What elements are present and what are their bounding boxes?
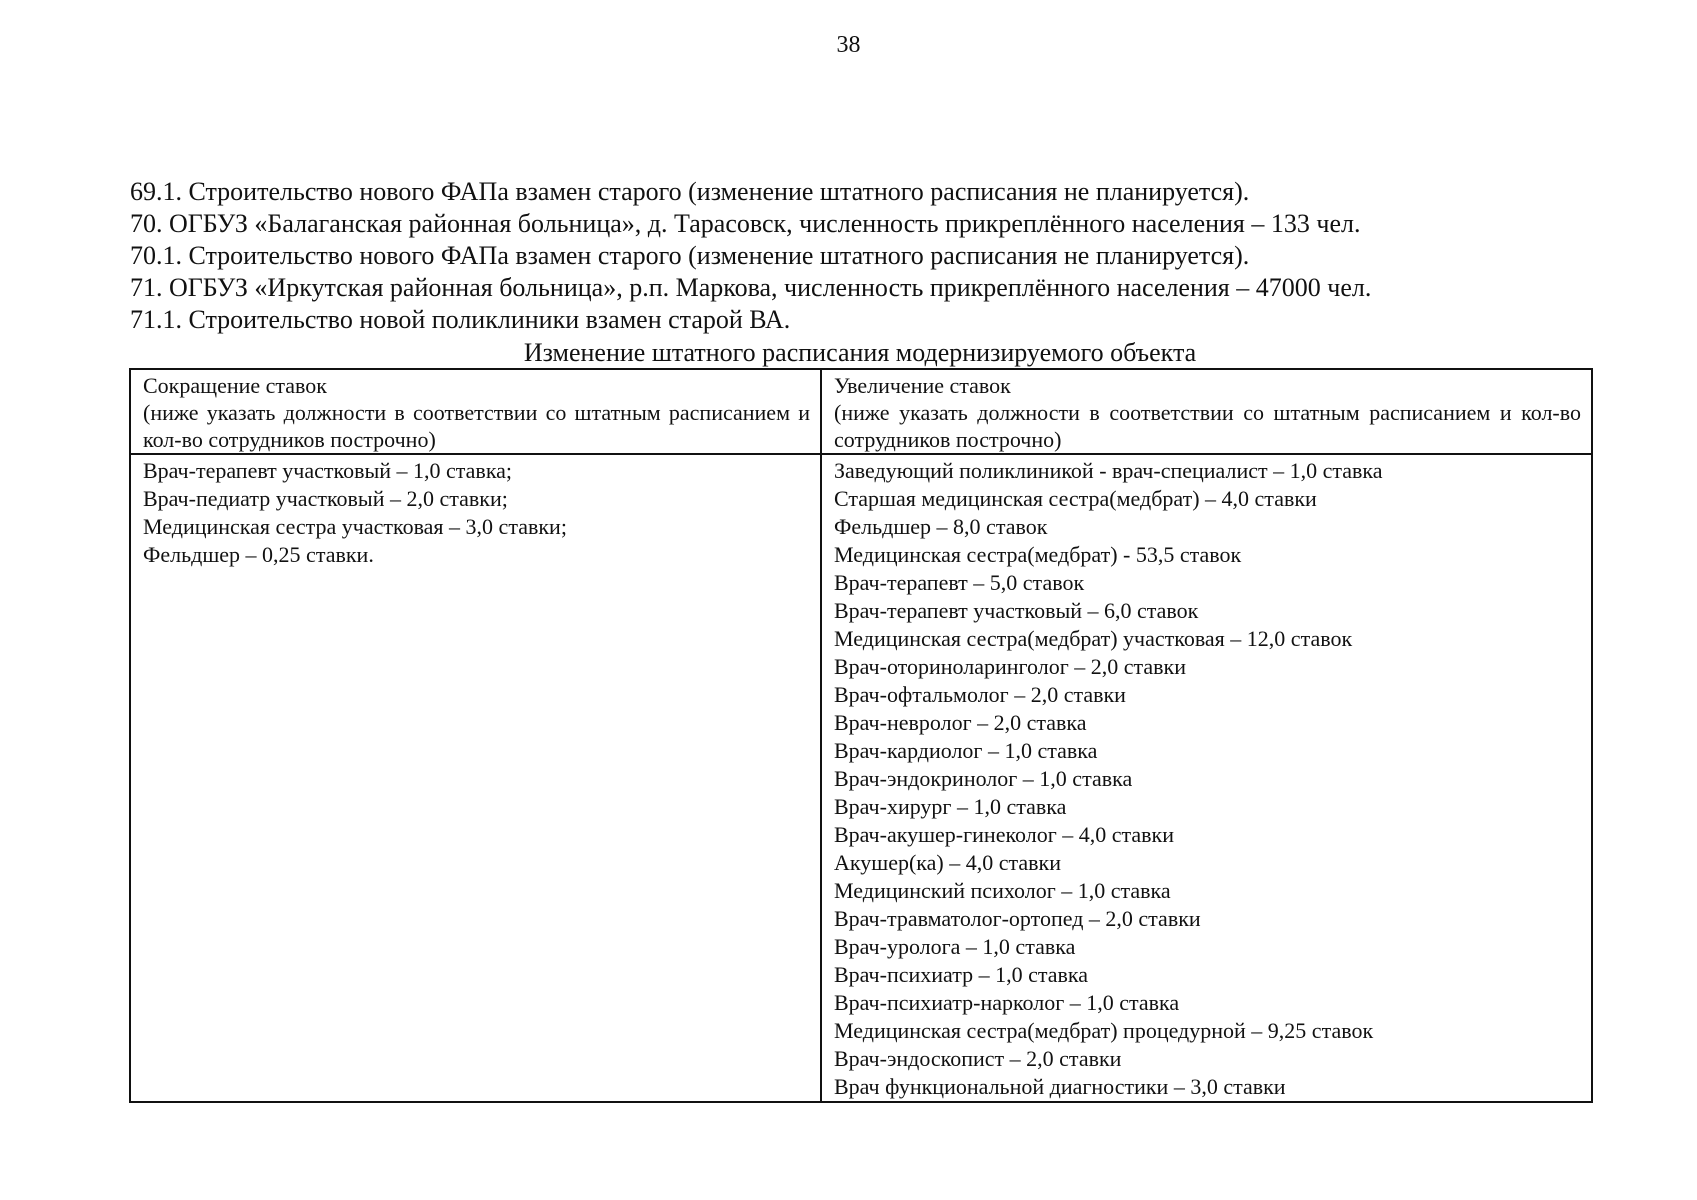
increase-item: Врач-уролога – 1,0 ставка: [834, 934, 1076, 959]
increase-item: Врач-хирург – 1,0 ставка: [834, 794, 1067, 819]
paragraph: 71. ОГБУЗ «Иркутская районная больница», р.п. Маркова, численность прикреплённого населения – 47000 чел.: [130, 273, 1372, 302]
increase-item: Врач-терапевт участковый – 6,0 ставок: [834, 598, 1199, 623]
increase-list-cell: [821, 454, 1592, 1102]
increase-item: Медицинская сестра(медбрат) участковая – 12,0 ставок: [834, 626, 1353, 651]
increase-item: Врач-травматолог-ортопед – 2,0 ставки: [834, 906, 1201, 931]
reduction-header-cell: [130, 369, 821, 454]
paragraph: 71.1. Строительство новой поликлиники взамен старой ВА.: [130, 305, 791, 334]
table-body-row: [130, 454, 1592, 1102]
increase-item: Врач функциональной диагностики – 3,0 ставки: [834, 1074, 1286, 1099]
increase-item: Медицинская сестра(медбрат) - 53,5 ставок: [834, 542, 1242, 567]
increase-item: Врач-эндокринолог – 1,0 ставка: [834, 766, 1133, 791]
paragraph: 70. ОГБУЗ «Балаганская районная больница», д. Тарасовск, численность прикреплённого населения – 133 чел.: [130, 209, 1361, 238]
increase-item: Врач-эндоскопист – 2,0 ставки: [834, 1046, 1122, 1071]
paragraph: 70.1. Строительство нового ФАПа взамен старого (изменение штатного расписания не планируется).: [130, 241, 1250, 270]
increase-item: Старшая медицинская сестра(медбрат) – 4,0 ставки: [834, 486, 1317, 511]
reduction-header-title: Сокращение ставок: [143, 373, 327, 398]
reduction-item: Медицинская сестра участковая – 3,0 ставки;: [143, 514, 567, 539]
increase-item: Медицинская сестра(медбрат) процедурной – 9,25 ставок: [834, 1018, 1374, 1043]
increase-item: Врач-терапевт – 5,0 ставок: [834, 570, 1085, 595]
increase-item: Акушер(ка) – 4,0 ставки: [834, 850, 1062, 875]
increase-item: Врач-кардиолог – 1,0 ставка: [834, 738, 1098, 763]
paragraph: 69.1. Строительство нового ФАПа взамен старого (изменение штатного расписания не планируется).: [130, 177, 1250, 206]
reduction-item: Фельдшер – 0,25 ставки.: [143, 542, 374, 567]
table-header-row: [130, 369, 1592, 454]
increase-item: Врач-психиатр-нарколог – 1,0 ставка: [834, 990, 1180, 1015]
table-title: Изменение штатного расписания модернизируемого объекта: [523, 338, 1197, 367]
body-paragraphs: [130, 176, 1590, 336]
increase-item: Врач-психиатр – 1,0 ставка: [834, 962, 1089, 987]
increase-item: Медицинский психолог – 1,0 ставка: [834, 878, 1171, 903]
page-number: 38: [836, 32, 861, 58]
increase-item: Врач-акушер-гинеколог – 4,0 ставки: [834, 822, 1175, 847]
increase-header-title: Увеличение ставок: [834, 373, 1011, 398]
reduction-item: Врач-педиатр участковый – 2,0 ставки;: [143, 486, 508, 511]
increase-header-note: (ниже указать должности в соответствии со штатным расписанием и кол-во сотрудников построчно): [834, 400, 1581, 452]
staff-change-table: [129, 368, 1593, 1103]
reduction-header-note: (ниже указать должности в соответствии со штатным расписанием и кол-во сотрудников построчно): [143, 400, 810, 452]
increase-item: Врач-невролог – 2,0 ставка: [834, 710, 1087, 735]
increase-header-cell: [821, 369, 1592, 454]
increase-item: Заведующий поликлиникой - врач-специалист – 1,0 ставка: [834, 458, 1383, 483]
increase-item: Фельдшер – 8,0 ставок: [834, 514, 1048, 539]
increase-item: Врач-оториноларинголог – 2,0 ставки: [834, 654, 1186, 679]
increase-item: Врач-офтальмолог – 2,0 ставки: [834, 682, 1126, 707]
reduction-item: Врач-терапевт участковый – 1,0 ставка;: [143, 458, 513, 483]
reduction-list-cell: [130, 454, 821, 1102]
